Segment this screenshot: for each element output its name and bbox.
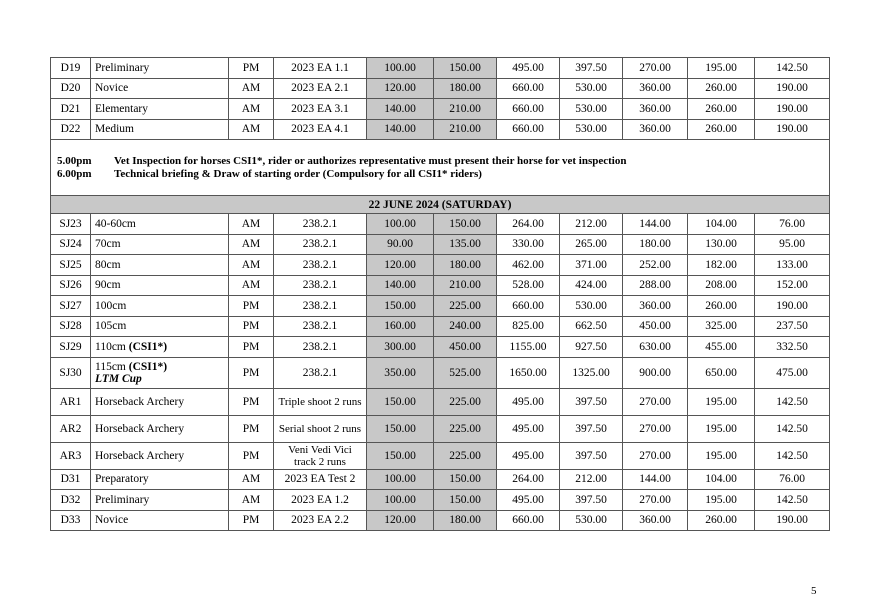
class-code: SJ27	[51, 296, 91, 317]
class-name	[91, 415, 229, 442]
session: AM	[229, 469, 274, 490]
note-text: Technical briefing & Draw of starting order (Compulsory for all CSI1* riders)	[114, 167, 482, 180]
note-line	[57, 168, 825, 181]
table-row	[51, 510, 830, 531]
session: AM	[229, 234, 274, 255]
session: AM	[229, 255, 274, 276]
bottom-section	[51, 214, 830, 531]
entry-fee: 350.00	[367, 357, 434, 388]
test-name: 238.2.1	[274, 296, 367, 317]
prize-2: 530.00	[560, 99, 623, 120]
prize-4: 260.00	[688, 119, 755, 140]
class-name	[91, 337, 229, 358]
test-name: 238.2.1	[274, 214, 367, 235]
entry-fee: 140.00	[367, 119, 434, 140]
class-code: D20	[51, 78, 91, 99]
prize-3: 360.00	[623, 78, 688, 99]
page-number: 5	[811, 585, 817, 597]
prize-1: 330.00	[497, 234, 560, 255]
table-row	[51, 357, 830, 388]
prize-5: 142.50	[755, 442, 830, 469]
note-time: 6.00pm	[57, 167, 92, 180]
table-row	[51, 234, 830, 255]
late-fee: 225.00	[434, 415, 497, 442]
note-line	[57, 155, 825, 168]
note-time: 5.00pm	[57, 154, 92, 167]
prize-1: 462.00	[497, 255, 560, 276]
note-text: Vet Inspection for horses CSI1*, rider or authorizes representative must present their horse for vet inspection	[114, 154, 627, 167]
table-row	[51, 119, 830, 140]
session: PM	[229, 316, 274, 337]
prize-3: 252.00	[623, 255, 688, 276]
prize-2: 530.00	[560, 78, 623, 99]
prize-2: 397.50	[560, 490, 623, 511]
class-name-text: Horseback Archery	[95, 449, 185, 462]
test-name: 2023 EA 3.1	[274, 99, 367, 120]
entry-fee: 300.00	[367, 337, 434, 358]
prize-5: 190.00	[755, 510, 830, 531]
late-fee: 150.00	[434, 58, 497, 79]
prize-5: 142.50	[755, 58, 830, 79]
prize-3: 144.00	[623, 214, 688, 235]
date-header-row	[51, 196, 830, 214]
class-name	[91, 255, 229, 276]
class-code: D19	[51, 58, 91, 79]
prize-1: 264.00	[497, 214, 560, 235]
prize-3: 360.00	[623, 296, 688, 317]
class-code: D21	[51, 99, 91, 120]
prize-1: 495.00	[497, 388, 560, 415]
late-fee: 180.00	[434, 255, 497, 276]
late-fee: 150.00	[434, 214, 497, 235]
prize-1: 495.00	[497, 490, 560, 511]
class-code: SJ30	[51, 357, 91, 388]
test-name: 238.2.1	[274, 234, 367, 255]
prize-4: 195.00	[688, 442, 755, 469]
prize-2: 397.50	[560, 415, 623, 442]
prize-4: 455.00	[688, 337, 755, 358]
class-code: SJ28	[51, 316, 91, 337]
late-fee: 210.00	[434, 275, 497, 296]
class-code: SJ26	[51, 275, 91, 296]
late-fee: 150.00	[434, 490, 497, 511]
class-name-text: 80cm	[95, 258, 121, 271]
late-fee: 225.00	[434, 296, 497, 317]
class-name	[91, 442, 229, 469]
entry-fee: 150.00	[367, 388, 434, 415]
prize-4: 104.00	[688, 214, 755, 235]
class-code: D22	[51, 119, 91, 140]
prize-4: 325.00	[688, 316, 755, 337]
entry-fee: 120.00	[367, 510, 434, 531]
prize-2: 1325.00	[560, 357, 623, 388]
session: PM	[229, 296, 274, 317]
prize-1: 495.00	[497, 415, 560, 442]
test-name: 2023 EA 4.1	[274, 119, 367, 140]
entry-fee: 100.00	[367, 214, 434, 235]
late-fee: 450.00	[434, 337, 497, 358]
prize-3: 900.00	[623, 357, 688, 388]
prize-3: 288.00	[623, 275, 688, 296]
prize-5: 332.50	[755, 337, 830, 358]
late-fee: 210.00	[434, 119, 497, 140]
class-name-text: Horseback Archery	[95, 395, 185, 408]
table-row	[51, 415, 830, 442]
prize-1: 495.00	[497, 58, 560, 79]
class-name-text: Preparatory	[95, 473, 149, 486]
test-name: 238.2.1	[274, 255, 367, 276]
prize-3: 270.00	[623, 415, 688, 442]
prize-5: 142.50	[755, 388, 830, 415]
entry-fee: 140.00	[367, 275, 434, 296]
prize-3: 270.00	[623, 58, 688, 79]
class-name	[91, 296, 229, 317]
class-name	[91, 234, 229, 255]
session: AM	[229, 214, 274, 235]
class-code: SJ23	[51, 214, 91, 235]
class-name-sub: LTM Cup	[95, 372, 142, 385]
test-name: Veni Vedi Vici track 2 runs	[274, 442, 367, 469]
table-row	[51, 255, 830, 276]
class-name-qualifier: (CSI1*)	[128, 360, 168, 373]
late-fee: 135.00	[434, 234, 497, 255]
session: PM	[229, 442, 274, 469]
test-name: 2023 EA Test 2	[274, 469, 367, 490]
table-row	[51, 99, 830, 120]
table-row	[51, 78, 830, 99]
class-name-text: 100cm	[95, 299, 127, 312]
prize-4: 104.00	[688, 469, 755, 490]
prize-1: 1650.00	[497, 357, 560, 388]
prize-2: 530.00	[560, 510, 623, 531]
class-name	[91, 275, 229, 296]
class-name-text: Novice	[95, 82, 129, 95]
prize-1: 660.00	[497, 296, 560, 317]
prize-4: 260.00	[688, 296, 755, 317]
late-fee: 180.00	[434, 78, 497, 99]
session: PM	[229, 337, 274, 358]
prize-3: 360.00	[623, 119, 688, 140]
session: PM	[229, 357, 274, 388]
test-name: 238.2.1	[274, 357, 367, 388]
prize-5: 133.00	[755, 255, 830, 276]
session: PM	[229, 415, 274, 442]
prize-5: 76.00	[755, 469, 830, 490]
entry-fee: 160.00	[367, 316, 434, 337]
prize-4: 130.00	[688, 234, 755, 255]
prize-5: 76.00	[755, 214, 830, 235]
class-code: AR2	[51, 415, 91, 442]
prize-1: 660.00	[497, 119, 560, 140]
prize-1: 825.00	[497, 316, 560, 337]
prize-2: 212.00	[560, 469, 623, 490]
class-code: D32	[51, 490, 91, 511]
date-header: 22 JUNE 2024 (SATURDAY)	[51, 196, 830, 214]
prize-3: 270.00	[623, 490, 688, 511]
test-name: 238.2.1	[274, 316, 367, 337]
class-code: SJ29	[51, 337, 91, 358]
table-row	[51, 316, 830, 337]
test-name: 2023 EA 2.1	[274, 78, 367, 99]
table-row	[51, 275, 830, 296]
entry-fee: 150.00	[367, 415, 434, 442]
session: PM	[229, 58, 274, 79]
class-code: AR3	[51, 442, 91, 469]
prize-2: 424.00	[560, 275, 623, 296]
prize-4: 195.00	[688, 415, 755, 442]
class-name	[91, 316, 229, 337]
prize-4: 195.00	[688, 58, 755, 79]
prize-1: 660.00	[497, 99, 560, 120]
class-code: AR1	[51, 388, 91, 415]
prize-3: 144.00	[623, 469, 688, 490]
class-name	[91, 99, 229, 120]
prize-1: 1155.00	[497, 337, 560, 358]
entry-fee: 150.00	[367, 296, 434, 317]
class-name-text: Elementary	[95, 102, 149, 115]
prize-1: 264.00	[497, 469, 560, 490]
class-code: D31	[51, 469, 91, 490]
prize-3: 270.00	[623, 388, 688, 415]
prize-3: 360.00	[623, 99, 688, 120]
prize-5: 237.50	[755, 316, 830, 337]
prize-3: 360.00	[623, 510, 688, 531]
prize-5: 475.00	[755, 357, 830, 388]
prize-5: 142.50	[755, 490, 830, 511]
class-name-text: 115cm	[95, 360, 126, 373]
entry-fee: 90.00	[367, 234, 434, 255]
prize-2: 927.50	[560, 337, 623, 358]
class-name	[91, 58, 229, 79]
test-name: 2023 EA 2.2	[274, 510, 367, 531]
test-name: 238.2.1	[274, 337, 367, 358]
prize-4: 260.00	[688, 99, 755, 120]
session: AM	[229, 99, 274, 120]
prize-5: 190.00	[755, 119, 830, 140]
prize-4: 195.00	[688, 490, 755, 511]
entry-fee: 120.00	[367, 255, 434, 276]
class-name-text: Preliminary	[95, 493, 150, 506]
test-name: Serial shoot 2 runs	[274, 415, 367, 442]
session: AM	[229, 119, 274, 140]
session: PM	[229, 510, 274, 531]
class-name	[91, 490, 229, 511]
prize-2: 212.00	[560, 214, 623, 235]
prize-1: 528.00	[497, 275, 560, 296]
class-name-text: Preliminary	[95, 61, 150, 74]
late-fee: 150.00	[434, 469, 497, 490]
notes-cell	[51, 140, 830, 196]
test-name: Triple shoot 2 runs	[274, 388, 367, 415]
entry-fee: 150.00	[367, 442, 434, 469]
prize-1: 660.00	[497, 78, 560, 99]
prize-3: 180.00	[623, 234, 688, 255]
test-name: 2023 EA 1.1	[274, 58, 367, 79]
test-name: 238.2.1	[274, 275, 367, 296]
table-row	[51, 58, 830, 79]
class-name	[91, 357, 229, 388]
prize-4: 260.00	[688, 78, 755, 99]
prize-2: 397.50	[560, 442, 623, 469]
class-code: D33	[51, 510, 91, 531]
prize-2: 530.00	[560, 296, 623, 317]
class-name	[91, 119, 229, 140]
prize-2: 265.00	[560, 234, 623, 255]
table-row	[51, 296, 830, 317]
prize-3: 630.00	[623, 337, 688, 358]
prize-5: 190.00	[755, 99, 830, 120]
schedule-table	[50, 57, 830, 531]
prize-4: 208.00	[688, 275, 755, 296]
test-name: 2023 EA 1.2	[274, 490, 367, 511]
late-fee: 180.00	[434, 510, 497, 531]
prize-5: 142.50	[755, 415, 830, 442]
table-row	[51, 442, 830, 469]
notes-row	[51, 140, 830, 196]
class-name	[91, 510, 229, 531]
session: PM	[229, 388, 274, 415]
entry-fee: 140.00	[367, 99, 434, 120]
class-name-text: 110cm	[95, 340, 126, 353]
late-fee: 240.00	[434, 316, 497, 337]
prize-3: 450.00	[623, 316, 688, 337]
prize-4: 195.00	[688, 388, 755, 415]
late-fee: 525.00	[434, 357, 497, 388]
entry-fee: 120.00	[367, 78, 434, 99]
entry-fee: 100.00	[367, 469, 434, 490]
prize-5: 190.00	[755, 296, 830, 317]
prize-1: 660.00	[497, 510, 560, 531]
table-row	[51, 214, 830, 235]
entry-fee: 100.00	[367, 58, 434, 79]
class-name-text: 70cm	[95, 238, 121, 251]
prize-4: 260.00	[688, 510, 755, 531]
top-section	[51, 58, 830, 140]
prize-4: 182.00	[688, 255, 755, 276]
class-name-qualifier: (CSI1*)	[128, 340, 168, 353]
class-name	[91, 469, 229, 490]
prize-4: 650.00	[688, 357, 755, 388]
prize-2: 397.50	[560, 58, 623, 79]
prize-2: 397.50	[560, 388, 623, 415]
table-row	[51, 388, 830, 415]
class-name-text: Novice	[95, 514, 129, 527]
class-name-text: 90cm	[95, 279, 121, 292]
prize-5: 152.00	[755, 275, 830, 296]
late-fee: 210.00	[434, 99, 497, 120]
session: AM	[229, 490, 274, 511]
class-name-text: 40-60cm	[95, 217, 136, 230]
class-name	[91, 78, 229, 99]
session: AM	[229, 78, 274, 99]
prize-1: 495.00	[497, 442, 560, 469]
prize-2: 662.50	[560, 316, 623, 337]
table-row	[51, 469, 830, 490]
prize-5: 95.00	[755, 234, 830, 255]
session: AM	[229, 275, 274, 296]
late-fee: 225.00	[434, 442, 497, 469]
late-fee: 225.00	[434, 388, 497, 415]
class-name	[91, 214, 229, 235]
class-code: SJ24	[51, 234, 91, 255]
table-row	[51, 490, 830, 511]
class-name-text: Horseback Archery	[95, 422, 185, 435]
class-name-text: Medium	[95, 123, 134, 136]
prize-5: 190.00	[755, 78, 830, 99]
prize-2: 530.00	[560, 119, 623, 140]
class-name	[91, 388, 229, 415]
class-code: SJ25	[51, 255, 91, 276]
prize-2: 371.00	[560, 255, 623, 276]
class-name-text: 105cm	[95, 320, 127, 333]
table-row	[51, 337, 830, 358]
entry-fee: 100.00	[367, 490, 434, 511]
prize-3: 270.00	[623, 442, 688, 469]
